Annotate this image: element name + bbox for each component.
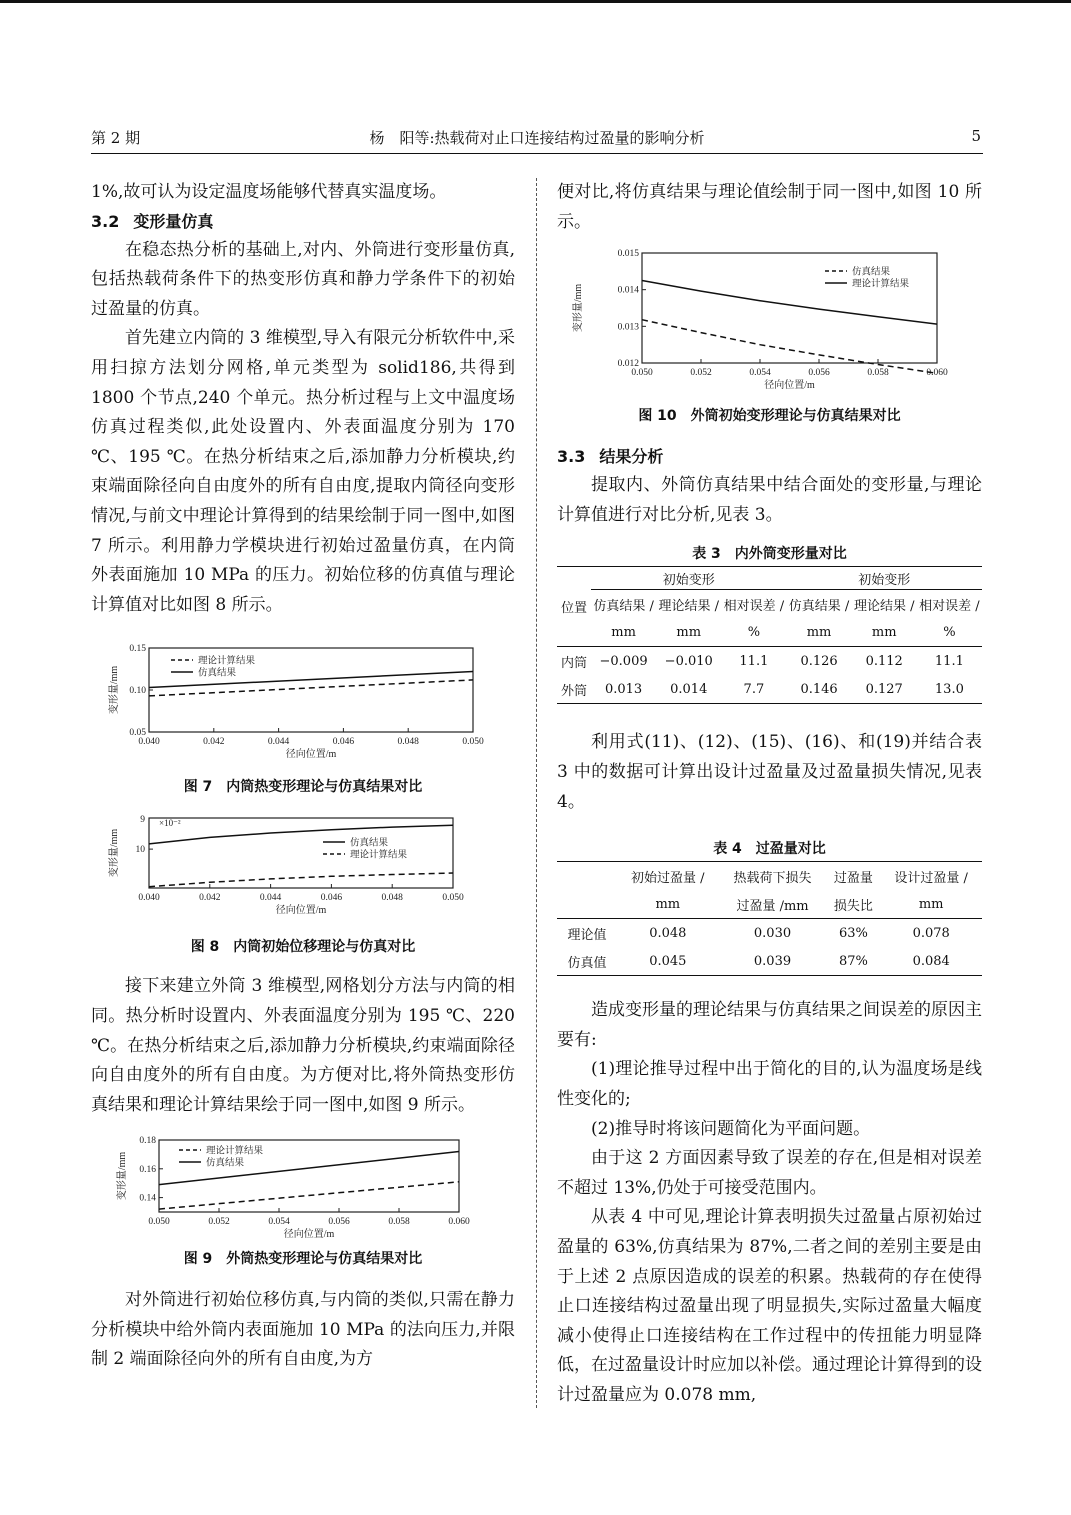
paragraph: 1%,故可认为设定温度场能够代替真实温度场。 <box>91 182 447 202</box>
table-cell: 0.126 <box>800 653 838 669</box>
x-tick-label: 0.054 <box>749 368 771 379</box>
figure-7 <box>91 640 515 798</box>
paragraph: 首先建立内筒的 3 维模型,导入有限元分析软件中,采用扫掠方法划分网格,单元类型为 solid186,共得到 1800 个节点,240 个单元。热分析过程与上文中温度场仿真过程类似,此处设置内、外表面温度分别为 170 ℃、195 ℃。在热分析结束之后,添加静力分析模块,约束端面除径向自由度外的所有自由度,提取内筒径向变形情况,与前文中理论计算得到的结果绘制于同一图中,如图 7 所示。利用静力学模块进行初始过盈量仿真，在内筒外表面施加 10 MPa 的压力。初始位移的仿真值与理论计算值对比如图 8 所示。 <box>91 328 515 615</box>
running-header <box>91 127 983 154</box>
table-row <box>557 675 982 704</box>
axis-multiplier: ×10⁻² <box>159 818 181 829</box>
figure-caption: 图 10 外筒初始变形理论与仿真结果对比 <box>638 408 901 425</box>
figure-7-chart <box>91 640 515 768</box>
x-axis-label: 径向位置/m <box>275 905 327 917</box>
table-cell: 11.1 <box>934 653 964 669</box>
section-title: 变形量仿真 <box>133 211 214 231</box>
table-cell: 63% <box>838 925 868 941</box>
x-tick-label: 0.050 <box>148 1217 170 1228</box>
y-tick-label: 9 <box>140 815 145 826</box>
x-tick-label: 0.050 <box>462 737 484 748</box>
table-cell: 仿真值 <box>567 955 607 971</box>
x-tick-label: 0.040 <box>138 737 160 748</box>
section-title: 结果分析 <box>599 447 664 467</box>
x-tick-label: 0.040 <box>138 893 160 904</box>
x-tick-label: 0.042 <box>203 737 225 748</box>
y-tick-label: 0.18 <box>139 1136 156 1147</box>
x-tick-label: 0.050 <box>631 368 653 379</box>
x-tick-label: 0.052 <box>208 1217 230 1228</box>
table-4 <box>557 837 982 976</box>
x-tick-label: 0.056 <box>808 368 830 379</box>
x-axis-label: 径向位置/m <box>764 380 815 392</box>
figure-caption: 图 9 外筒热变形理论与仿真结果对比 <box>183 1251 423 1268</box>
table-unit: mm <box>806 624 832 640</box>
y-tick-label: 0.015 <box>617 249 639 260</box>
table-cell: 11.1 <box>739 653 769 669</box>
table-cell: 0.078 <box>912 925 950 941</box>
y-axis-label: 变形量/mm <box>109 666 120 715</box>
table-4-grid <box>557 861 982 976</box>
section-heading <box>91 208 515 236</box>
table-unit: 损失比 <box>833 898 873 914</box>
x-tick-label: 0.058 <box>388 1217 410 1228</box>
table-unit: % <box>747 624 761 640</box>
paragraph: 对外筒进行初始位移仿真,与内筒的类似,只需在静力分析模块中给外筒内表面施加 10 MPa 的法向压力,并限制 2 端面除径向外的所有自由度,为方 <box>91 1290 515 1370</box>
table-3 <box>557 542 982 704</box>
x-tick-label: 0.048 <box>381 893 403 904</box>
x-tick-label: 0.046 <box>332 737 355 748</box>
section-number: 3.2 <box>91 211 120 231</box>
plot-area <box>159 1140 459 1212</box>
table-cell: 7.7 <box>743 681 765 697</box>
x-tick-label: 0.054 <box>268 1217 290 1228</box>
figure-9-chart <box>91 1134 515 1242</box>
table-unit: % <box>943 624 956 640</box>
table-header: 初始过盈量 / <box>631 870 705 886</box>
table-3-grid <box>557 566 982 704</box>
table-cell: 13.0 <box>934 681 964 697</box>
x-tick-label: 0.056 <box>328 1217 350 1228</box>
table-header: 理论结果 / <box>853 598 915 614</box>
table-group-header: 初始变形 <box>786 567 982 590</box>
x-tick-label: 0.044 <box>259 893 282 904</box>
x-tick-label: 0.046 <box>320 893 343 904</box>
table-header: 仿真结果 / <box>593 598 654 614</box>
table-unit: mm <box>655 896 681 912</box>
table-unit: 过盈量 /mm <box>736 898 809 914</box>
y-tick-label: 0.15 <box>129 644 146 655</box>
paragraph: (2)推导时将该问题简化为平面问题。 <box>591 1118 871 1139</box>
y-tick-label: 0.012 <box>617 359 639 370</box>
table-cell: 内筒 <box>560 655 587 671</box>
y-tick-label: 0.05 <box>129 728 146 739</box>
table-unit: mm <box>918 896 944 912</box>
table-cell: 0.045 <box>649 953 687 969</box>
figure-caption: 图 7 内筒热变形理论与仿真结果对比 <box>183 779 423 796</box>
left-column <box>91 178 515 1375</box>
table-unit: mm <box>611 624 636 640</box>
paragraph: 由于这 2 方面因素导致了误差的存在,但是相对误差不超过 13%,仍处于可接受范围内。 <box>557 1148 982 1198</box>
table-caption: 表 3 内外筒变形量对比 <box>692 546 847 563</box>
legend-label: 理论计算结果 <box>350 850 408 861</box>
table-header: 相对误差 / <box>723 598 785 614</box>
y-tick-label: 0.14 <box>139 1193 156 1204</box>
y-axis-label: 变形量/mm <box>573 284 584 333</box>
x-tick-label: 0.052 <box>690 368 712 379</box>
table-header <box>557 862 617 919</box>
paragraph: 接下来建立外筒 3 维模型,网格划分方法与内筒的相同。热分析时设置内、外表面温度分别为 195 ℃、220 ℃。在热分析结束之后,添加静力分析模块,约束端面除径向自由度外的所有自由度。为方便对比,将外筒热变形仿真结果和理论计算结果绘于同一图中,如图 9 所示。 <box>91 976 515 1115</box>
legend-label: 仿真结果 <box>350 838 389 849</box>
table-cell: 0.127 <box>865 681 903 697</box>
table-cell: 理论值 <box>567 927 607 943</box>
table-cell: 0.014 <box>670 681 708 697</box>
figure-8 <box>91 812 515 958</box>
figure-caption: 图 8 内筒初始位移理论与仿真对比 <box>190 939 416 956</box>
table-row <box>557 647 982 676</box>
table-unit: mm <box>871 624 897 640</box>
page-number: 5 <box>971 127 981 145</box>
legend-label: 仿真结果 <box>206 1158 245 1169</box>
table-caption: 表 4 过盈量对比 <box>713 841 826 858</box>
legend-label: 仿真结果 <box>198 668 237 679</box>
y-tick-label: 0.16 <box>139 1165 156 1176</box>
table-cell: 0.112 <box>865 653 903 669</box>
paragraph: 从表 4 中可见,理论计算表明损失过盈量占原初始过盈量的 63%,仿真结果为 87%,二者之间的差别主要是由于上述 2 点原因造成的误差的积累。热载荷的存在使得止口连接结构过盈量出现了明显损失,实际过盈量大幅度减小使得止口连接结构在工作过程中的传扭能力明显降低，在过盈量设计时应加以补偿。通过理论计算得到的设计过盈量应为 0.078 mm, <box>557 1207 982 1405</box>
table-row <box>557 947 982 976</box>
figure-10 <box>557 245 982 427</box>
legend-label: 理论计算结果 <box>198 656 256 667</box>
figure-8-chart <box>91 812 515 928</box>
x-tick-label: 0.058 <box>867 368 889 379</box>
y-axis-label: 变形量/mm <box>117 1152 128 1201</box>
table-group-header: 初始变形 <box>591 567 786 590</box>
table-cell: 0.048 <box>649 925 687 941</box>
plot-area <box>642 253 937 363</box>
table-header: 设计过盈量 / <box>894 870 968 886</box>
x-tick-label: 0.044 <box>267 737 290 748</box>
figure-10-chart <box>557 245 982 397</box>
top-rule <box>0 0 1071 3</box>
table-unit: mm <box>676 624 702 640</box>
table-header: 理论结果 / <box>658 598 719 614</box>
y-tick-label: 0.10 <box>129 686 146 697</box>
paragraph: (1)理论推导过程中出于简化的目的,认为温度场是线性变化的; <box>557 1059 982 1109</box>
table-cell: 0.030 <box>753 925 792 941</box>
section-number: 3.3 <box>557 447 586 467</box>
legend-label: 仿真结果 <box>852 267 891 278</box>
table-cell: 87% <box>838 953 868 969</box>
x-tick-label: 0.048 <box>397 737 419 748</box>
paragraph: 便对比,将仿真结果与理论值绘制于同一图中,如图 10 所示。 <box>557 182 982 232</box>
figure-9 <box>91 1134 515 1270</box>
running-title: 杨 阳等:热载荷对止口连接结构过盈量的影响分析 <box>369 129 705 147</box>
x-tick-label: 0.060 <box>926 368 948 379</box>
paragraph: 利用式(11)、(12)、(15)、(16)、和(19)并结合表 3 中的数据可计算出设计过盈量及过盈量损失情况,见表 4。 <box>557 732 982 812</box>
right-column <box>557 178 982 1410</box>
x-axis-label: 径向位置/m <box>283 1229 335 1241</box>
y-tick-label: 0.013 <box>617 322 639 333</box>
table-row <box>557 919 982 948</box>
table-header: 热载荷下损失 <box>733 870 812 886</box>
paragraph: 在稳态热分析的基础上,对内、外筒进行变形量仿真,包括热载荷条件下的热变形仿真和静力学条件下的初始过盈量的仿真。 <box>91 239 515 319</box>
issue-number: 第 2 期 <box>91 129 141 147</box>
x-tick-label: 0.042 <box>199 893 221 904</box>
table-cell: −0.009 <box>599 653 648 669</box>
table-cell: 0.146 <box>800 681 838 697</box>
y-axis-label: 变形量/mm <box>109 829 120 878</box>
table-cell: 外筒 <box>560 683 587 699</box>
y-tick-label: 0.014 <box>617 285 639 296</box>
x-axis-label: 径向位置/m <box>285 749 337 761</box>
paragraph: 提取内、外筒仿真结果中结合面处的变形量,与理论计算值进行对比分析,见表 3。 <box>557 475 982 525</box>
x-tick-label: 0.060 <box>448 1217 470 1228</box>
x-tick-label: 0.050 <box>442 893 464 904</box>
table-cell: 0.084 <box>912 953 950 969</box>
column-divider <box>536 178 537 1408</box>
legend-label: 理论计算结果 <box>852 279 910 290</box>
table-header: 仿真结果 / <box>788 598 850 614</box>
legend-label: 理论计算结果 <box>206 1146 264 1157</box>
table-cell: 0.013 <box>604 681 643 697</box>
table-cell: 0.039 <box>753 953 792 969</box>
table-header: 位置 <box>560 601 587 617</box>
table-header: 相对误差 / <box>919 598 980 614</box>
table-header: 过盈量 <box>833 870 873 886</box>
paragraph: 造成变形量的理论结果与仿真结果之间误差的原因主要有: <box>557 1000 982 1050</box>
section-heading <box>557 443 982 471</box>
y-tick-label: 10 <box>135 845 145 856</box>
table-cell: −0.010 <box>664 653 713 669</box>
